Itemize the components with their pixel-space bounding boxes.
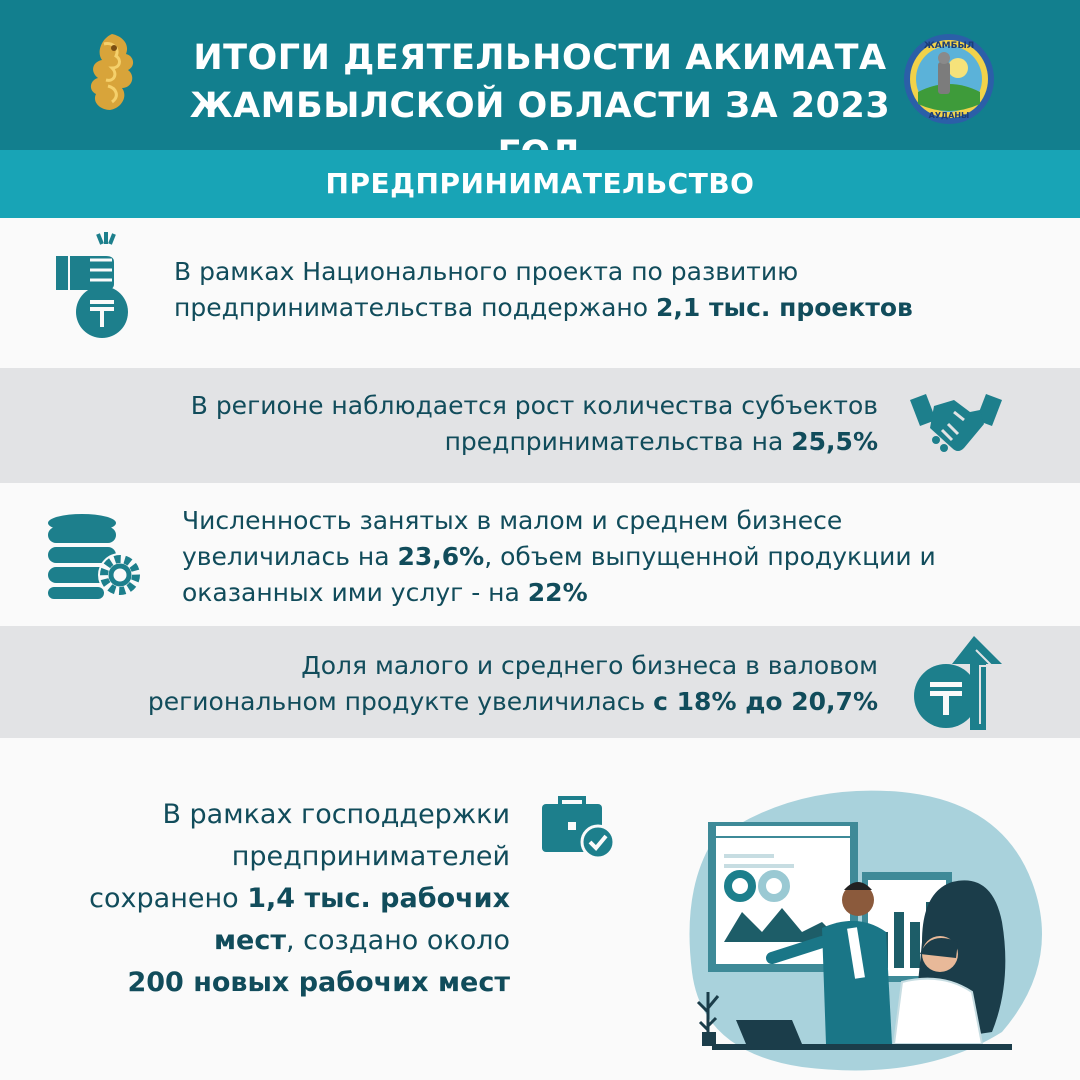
item-4-line-2-text: региональном продукте увеличилась: [147, 687, 654, 716]
item-text-4: [40, 648, 878, 720]
item-4-line-2: [40, 684, 878, 720]
item-3-highlight-1: 23,6%: [397, 542, 485, 571]
item-row-4: [0, 626, 1080, 738]
item-2-highlight: 25,5%: [791, 427, 878, 456]
item-3-line-3-text: оказанных ими услуг - на: [182, 578, 528, 607]
handshake-icon: [906, 390, 1006, 464]
title-line-2: ЖАМБЫЛСКОЙ ОБЛАСТИ ЗА 2023: [189, 86, 891, 126]
item-1-line-1: В рамках Национального проекта по развитию: [174, 257, 799, 286]
business-presentation-illustration: [672, 782, 1072, 1072]
item-row-3: [0, 483, 1080, 626]
item-5-line-2: предпринимателей: [231, 841, 510, 872]
item-4-line-1: Доля малого и среднего бизнеса в валовом: [301, 651, 878, 680]
item-5-line-3-text: сохранено: [89, 883, 248, 914]
item-1-line-2-text: предпринимательства поддержано: [174, 293, 656, 322]
tenge-growth-icon: [912, 634, 1004, 732]
title-line-1: ИТОГИ ДЕЯТЕЛЬНОСТИ АКИМАТА: [193, 38, 887, 78]
item-2-line-1: В регионе наблюдается рост количества субъектов: [190, 391, 878, 420]
section-title: ПРЕДПРИНИМАТЕЛЬСТВО: [325, 167, 755, 200]
item-5-line-4-text: , создано около: [286, 925, 510, 956]
emblem-text-top: ЖАМБЫЛ: [923, 41, 975, 51]
header-bar: [0, 0, 1080, 150]
item-3-line-3: [182, 575, 1062, 611]
briefcase-check-icon: [540, 794, 618, 860]
item-1-line-2: [174, 290, 1054, 326]
item-row-2: [0, 368, 1080, 483]
item-text-1: [174, 254, 1054, 326]
item-row-1: [0, 218, 1080, 368]
district-emblem-icon: [902, 32, 996, 126]
database-gear-icon: [44, 513, 144, 601]
item-5-line-5: [40, 962, 510, 1004]
item-text-3: [182, 503, 1062, 611]
section-bar: [0, 150, 1080, 218]
emblem-text-bottom: АУДАНЫ: [928, 111, 970, 120]
snow-leopard-logo-icon: [82, 30, 142, 114]
item-3-line-2: [182, 539, 1062, 575]
item-1-highlight: 2,1 тыс. проектов: [655, 293, 913, 322]
hand-money-icon: [54, 230, 128, 340]
item-4-highlight: с 18% до 20,7%: [653, 687, 878, 716]
item-text-5: [40, 794, 510, 1004]
item-text-2: [40, 388, 878, 460]
item-5-line-4: [40, 920, 510, 962]
item-5-line-1: В рамках господдержки: [162, 799, 510, 830]
item-5-highlight-1: 1,4 тыс. рабочих: [247, 883, 510, 914]
item-3-line-1: Численность занятых в малом и среднем бизнесе: [182, 506, 843, 535]
item-3-line-2-tail: , объем выпущенной продукции и: [484, 542, 936, 571]
item-5-line-3: [40, 878, 510, 920]
item-3-highlight-2: 22%: [527, 578, 588, 607]
item-2-line-2: [40, 424, 878, 460]
item-5-highlight-2: мест: [213, 925, 287, 956]
item-5-highlight-3: 200 новых рабочих мест: [127, 967, 510, 998]
item-2-line-2-text: предпринимательства на: [444, 427, 792, 456]
item-3-line-2-text: увеличилась на: [182, 542, 398, 571]
